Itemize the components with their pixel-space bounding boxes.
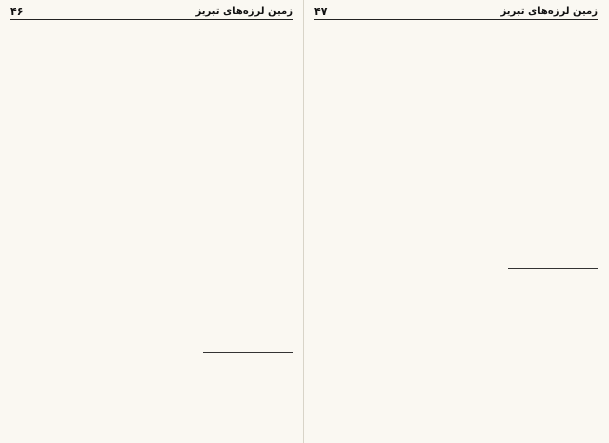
left-page-footnotes bbox=[10, 356, 293, 437]
right-running-head bbox=[314, 4, 598, 20]
left-footnote-rule bbox=[203, 352, 293, 353]
left-running-head bbox=[10, 4, 293, 20]
left-page bbox=[0, 0, 304, 443]
right-page-number: ۴۷ bbox=[314, 5, 328, 18]
right-footnote-rule bbox=[508, 268, 598, 269]
left-page-number: ۴۶ bbox=[10, 5, 24, 18]
right-page-footnotes bbox=[314, 272, 598, 437]
right-running-head-title: زمین لرزه‌های تبریز bbox=[500, 6, 598, 17]
right-page bbox=[304, 0, 608, 443]
left-running-head-title: زمین لرزه‌های تبریز bbox=[195, 6, 293, 17]
